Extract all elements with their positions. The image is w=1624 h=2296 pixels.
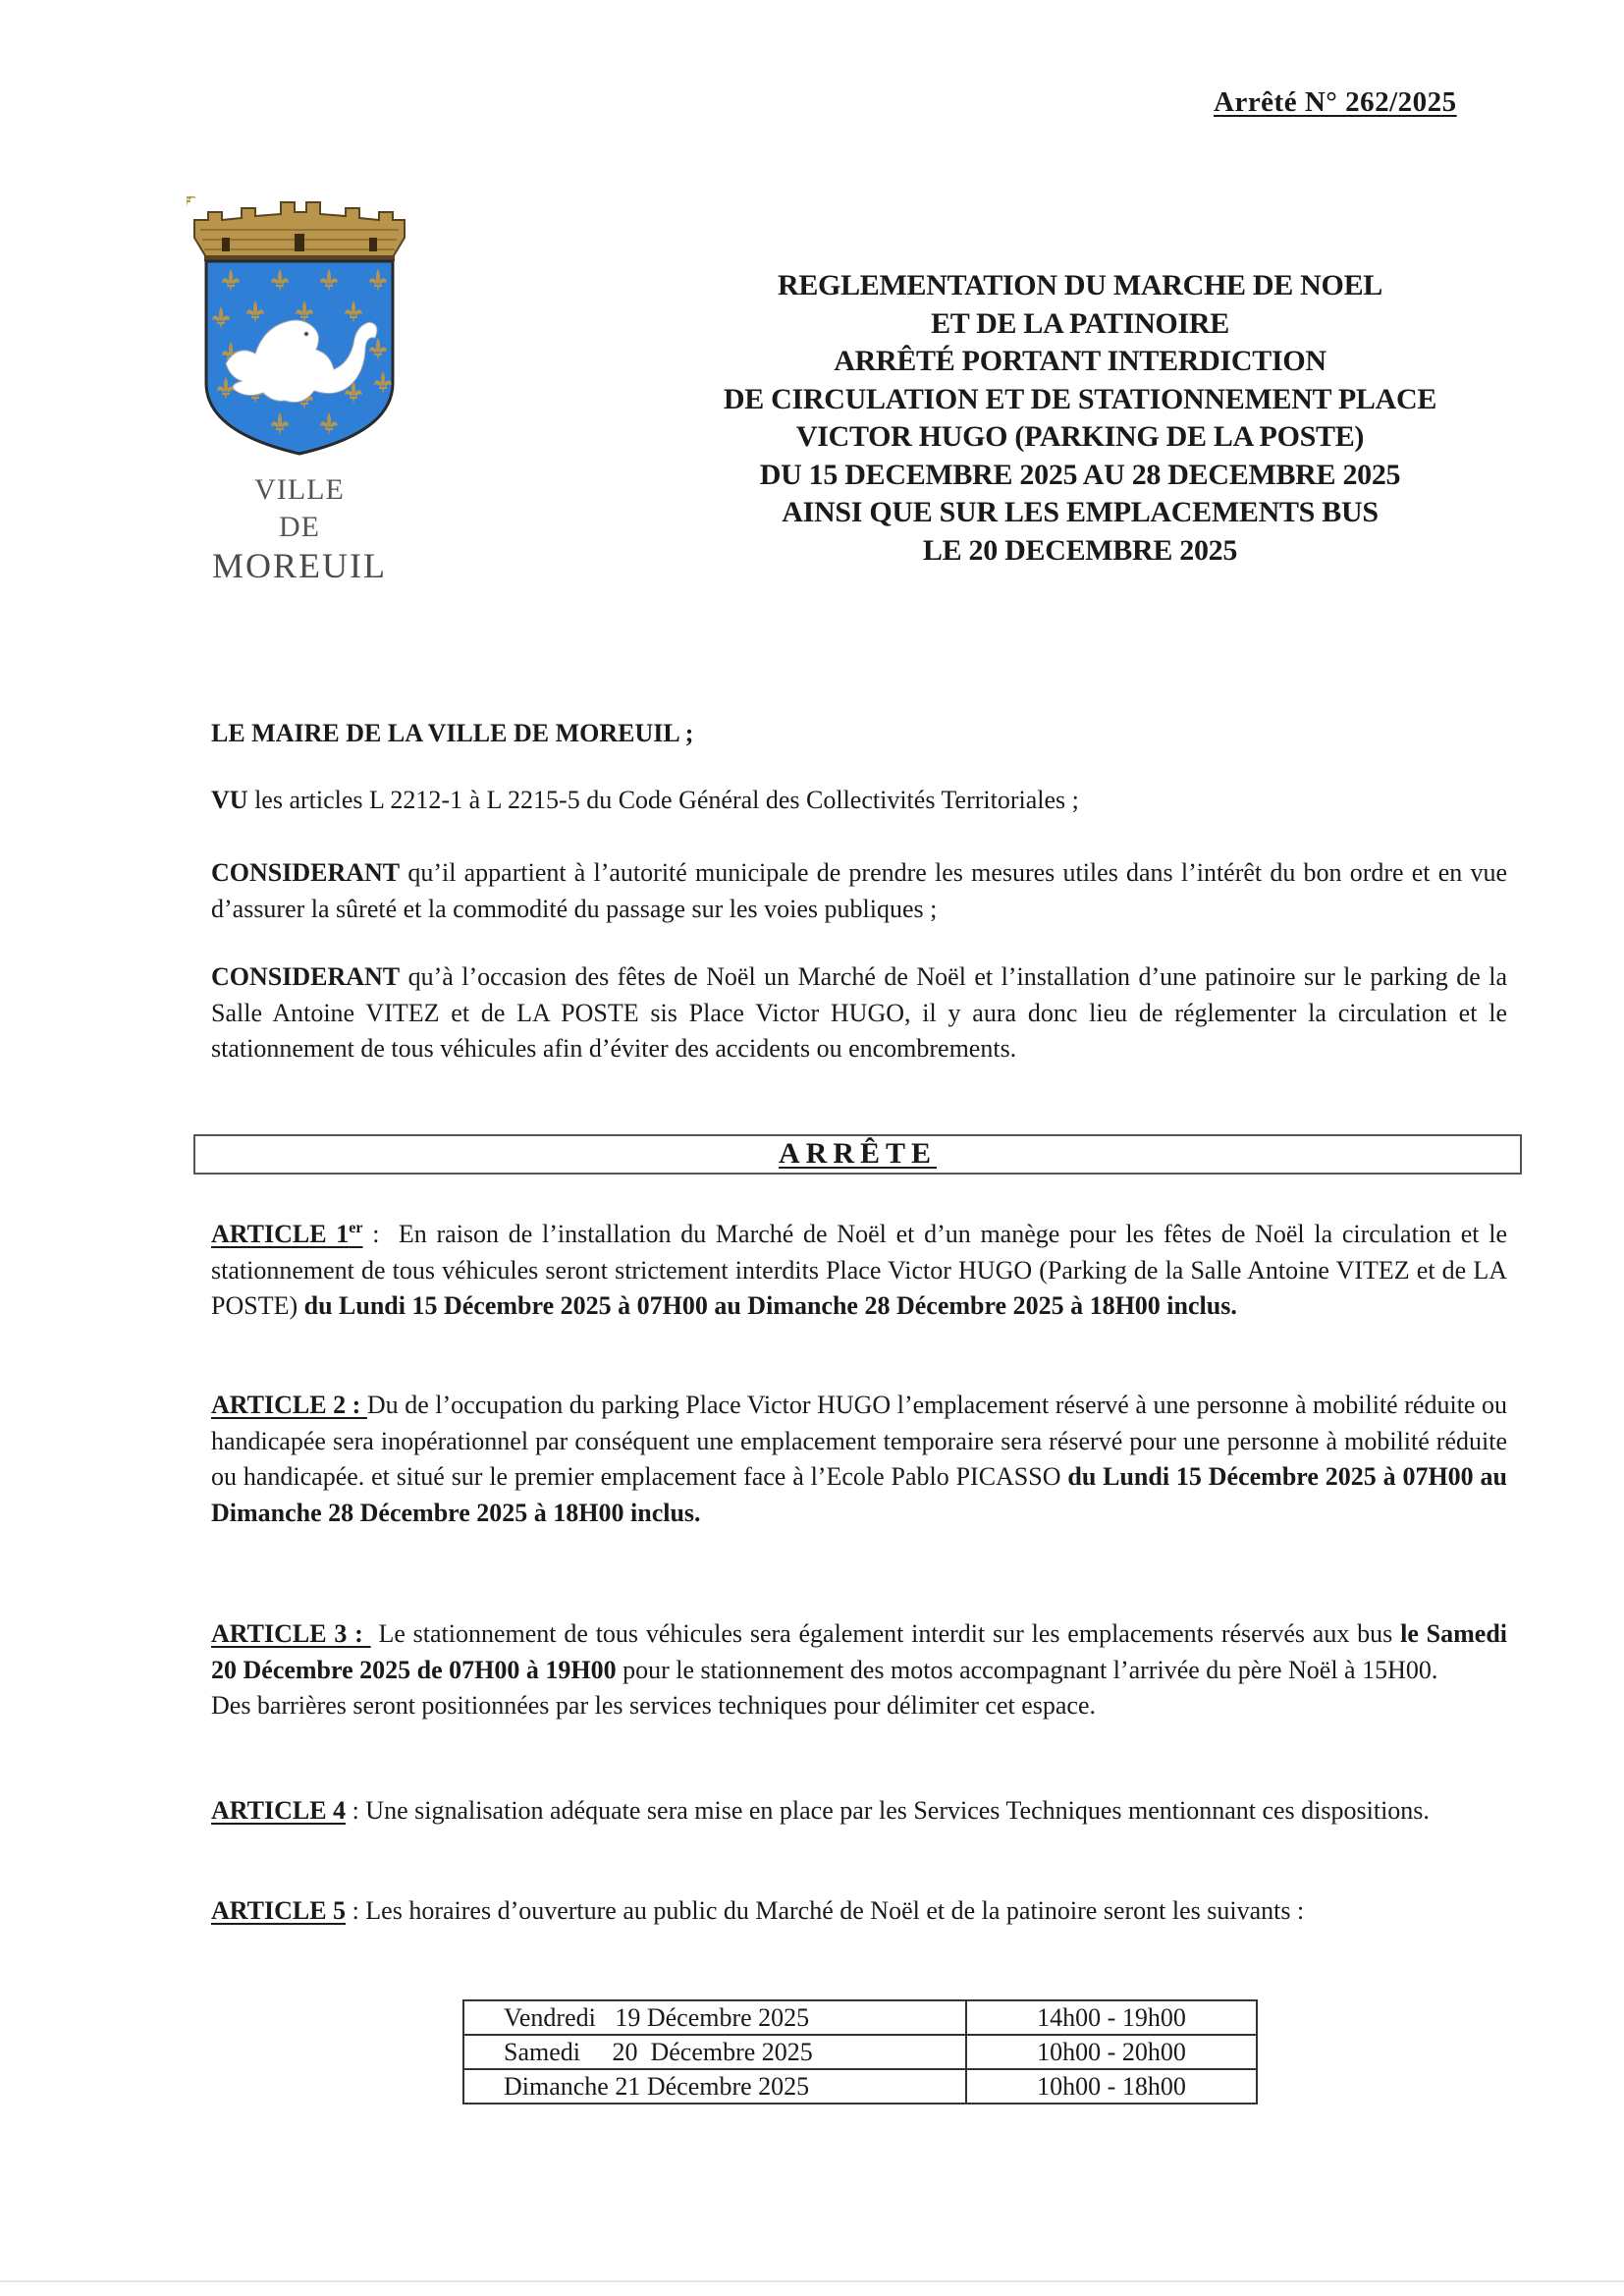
logo-line-ville: VILLE xyxy=(254,473,345,506)
title-line: DU 15 DECEMBRE 2025 AU 28 DECEMBRE 2025 xyxy=(759,458,1401,491)
article-label: ARTICLE 4 xyxy=(211,1796,347,1825)
article-5 xyxy=(211,1893,1507,1930)
title-line: VICTOR HUGO (PARKING DE LA POSTE) xyxy=(795,420,1365,453)
article-text: : Une signalisation adéquate sera mise en place par les Services Techniques mentionnant ces dispositions. xyxy=(346,1796,1430,1825)
article-label: ARTICLE 5 xyxy=(211,1896,347,1925)
logo-line-moreuil: MOREUIL xyxy=(212,546,387,585)
article-2 xyxy=(211,1388,1507,1531)
crown-icon xyxy=(194,202,405,261)
day-cell: Samedi 20 Décembre 2025 xyxy=(463,2035,966,2069)
opening-hours-table xyxy=(462,1999,1258,2105)
hours-cell: 10h00 - 18h00 xyxy=(966,2069,1257,2104)
title-line: ARRÊTÉ PORTANT INTERDICTION xyxy=(834,345,1326,377)
article-text: : Les horaires d’ouverture au public du Marché de Noël et de la patinoire seront les suivants : xyxy=(346,1896,1305,1925)
logo-line-de: DE xyxy=(279,511,320,543)
vu-paragraph xyxy=(211,783,1507,819)
article-label: ARTICLE 3 : xyxy=(211,1619,371,1648)
article-label: ARTICLE 2 : xyxy=(211,1391,367,1419)
article-label xyxy=(211,1220,363,1248)
article-text: Le stationnement de tous véhicules sera également interdit sur les emplacements réservés aux bus xyxy=(370,1619,1401,1648)
considerant-text: qu’à l’occasion des fêtes de Noël un Marché de Noël et l’installation d’une patinoire sur le parking de la Salle Antoine VITEZ et de LA POSTE sis Place Victor HUGO, il y aura donc lieu de réglementer la circulation et le stationnement de tous véhicules afin d’éviter des accidents ou encombrements. xyxy=(211,962,1507,1063)
day-cell: Dimanche 21 Décembre 2025 xyxy=(463,2069,966,2104)
moreuil-coat-of-arms-icon xyxy=(187,196,412,457)
arrete-heading: ARRÊTE xyxy=(778,1137,938,1170)
article-label-text: ARTICLE 1 xyxy=(211,1220,350,1248)
reference-number: Arrêté N° 262/2025 xyxy=(1214,86,1457,118)
table-row xyxy=(463,2000,1257,2035)
article-text: En raison de l’installation du Marché de Noël et d’un manège pour les fêtes de Noël la circulation et le stationnement de tous véhicules seront strictement interdits Place Victor HUGO (Parking de la Salle Antoine VITEZ et de LA POSTE) xyxy=(211,1220,1507,1320)
title-line: AINSI QUE SUR LES EMPLACEMENTS BUS xyxy=(782,496,1379,528)
considerant-text: qu’il appartient à l’autorité municipale de prendre les mesures utiles dans l’intérêt du bon ordre et en vue d’assurer la sûreté et la commodité du passage sur les voies publiques ; xyxy=(211,858,1507,923)
article-sep: : xyxy=(362,1220,399,1248)
scan-edge-divider xyxy=(0,2280,1624,2282)
article-text: pour le stationnement des motos accompagnant l’arrivée du père Noël à 15H00. xyxy=(616,1655,1438,1684)
title-line: LE 20 DECEMBRE 2025 xyxy=(922,533,1238,567)
table-row xyxy=(463,2035,1257,2069)
hours-cell: 14h00 - 19h00 xyxy=(966,2000,1257,2035)
article-label-sup: er xyxy=(349,1220,363,1236)
title-line: REGLEMENTATION DU MARCHE DE NOEL xyxy=(777,269,1382,301)
vu-lead: VU xyxy=(211,786,248,814)
article-4 xyxy=(211,1793,1507,1830)
considerant-lead: CONSIDERANT xyxy=(211,858,401,887)
vu-text: les articles L 2212-1 à L 2215-5 du Code Général des Collectivités Territoriales ; xyxy=(247,786,1079,814)
article-extra: Des barrières seront positionnées par les services techniques pour délimiter cet espace. xyxy=(211,1691,1096,1720)
article-3 xyxy=(211,1616,1507,1724)
title-line: DE CIRCULATION ET DE STATIONNEMENT PLACE xyxy=(723,382,1437,415)
article-text: Du de l’occupation du parking Place Victor HUGO l’emplacement réservé à une personne à mobilité réduite ou handicapée sera inopérationnel par conséquent une emplacement temporaire sera réservé pour une personne à mobilité réduite ou handicapée. et situé sur le premier emplacement face à l’Ecole Pablo PICASSO xyxy=(211,1391,1508,1491)
considerant-lead: CONSIDERANT xyxy=(211,962,401,991)
table-row xyxy=(463,2069,1257,2104)
article-dates: le Samedi 20 Décembre 2025 de 07H00 à 19H00 xyxy=(211,1619,1508,1684)
document-title xyxy=(687,267,1473,570)
title-line: ET DE LA PATINOIRE xyxy=(931,306,1229,340)
considerant-paragraph-1 xyxy=(211,855,1507,927)
day-cell: Vendredi 19 Décembre 2025 xyxy=(463,2000,966,2035)
hours-cell: 10h00 - 20h00 xyxy=(966,2035,1257,2069)
arrete-heading-box xyxy=(193,1134,1522,1175)
considerant-paragraph-2 xyxy=(211,959,1507,1067)
article-dates: du Lundi 15 Décembre 2025 à 07H00 au Dimanche 28 Décembre 2025 à 18H00 inclus. xyxy=(211,1462,1507,1527)
maire-heading: LE MAIRE DE LA VILLE DE MOREUIL ; xyxy=(211,719,694,747)
article-dates: du Lundi 15 Décembre 2025 à 07H00 au Dimanche 28 Décembre 2025 à 18H00 inclus. xyxy=(303,1291,1237,1320)
article-1 xyxy=(211,1211,1507,1325)
